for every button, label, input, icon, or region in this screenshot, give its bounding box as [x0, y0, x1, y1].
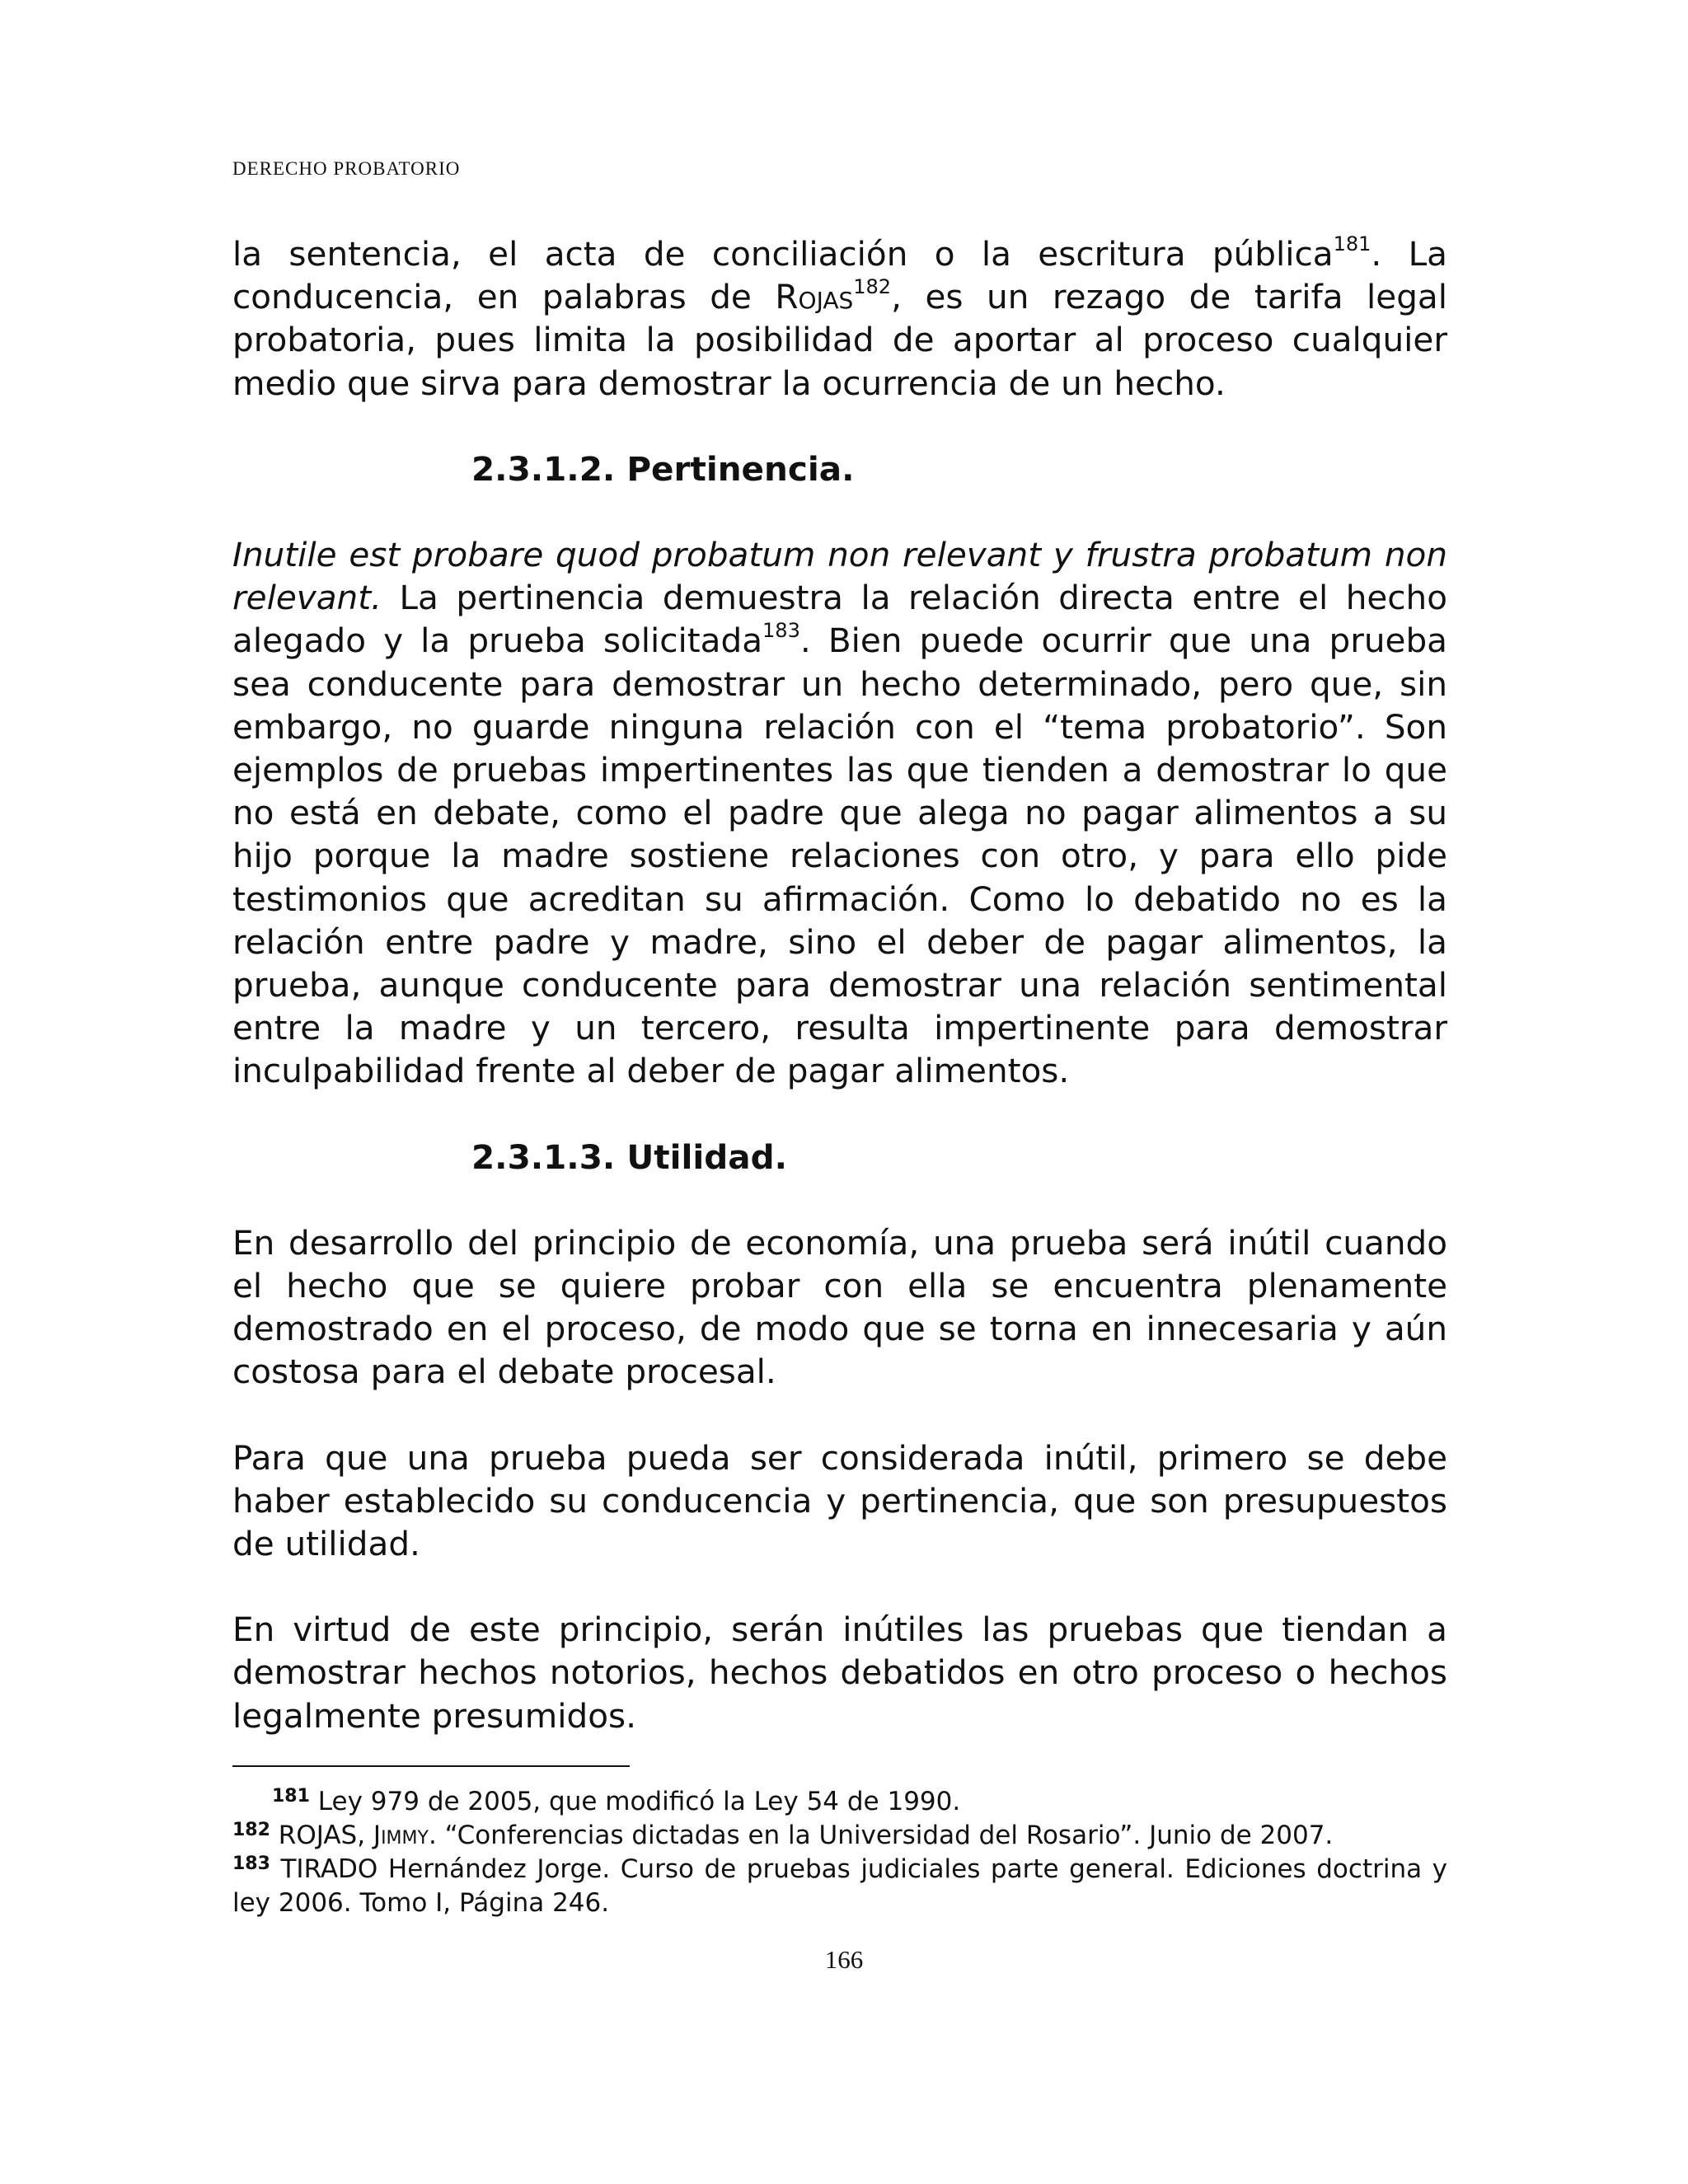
footnote-181: [232, 1785, 1447, 1819]
paragraph-text: La pertinencia demuestra la relación directa entre el hecho alegado y la prueba solicitada: [232, 578, 1447, 661]
footnote-text: TIRADO Hernández Jorge. Curso de pruebas judiciales parte general. Ediciones doctrina y ley 2006. Tomo I, Página 246.: [232, 1854, 1447, 1918]
latin-maxim: Inutile est probare quod probatum non relevant y frustra probatum non relevant.: [232, 535, 1447, 618]
author-name: Rojas: [775, 277, 854, 317]
footnote-divider: [232, 1765, 630, 1767]
footnote-ref-183: 183: [762, 619, 800, 643]
paragraph-conducencia: [232, 232, 1447, 405]
footnote-number: 182: [232, 1820, 270, 1840]
footnote-text: ROJAS,: [270, 1821, 373, 1850]
section-heading-utilidad: 2.3.1.3. Utilidad.: [471, 1137, 787, 1177]
page-number: 166: [824, 1945, 864, 1974]
section-heading-pertinencia: 2.3.1.2. Pertinencia.: [471, 448, 855, 489]
paragraph-pertinencia: [232, 533, 1447, 1093]
footnote-text: . “Conferencias dictadas en la Universidad del Rosario”. Junio de 2007.: [428, 1821, 1334, 1850]
paragraph-utilidad-1: En desarrollo del principio de economía, una prueba será inútil cuando el hecho que se quiere probar con ella se encuentra plenamente demostrado en el proceso, de modo que se torna en innecesaria y aún costosa para el debate procesal.: [232, 1222, 1447, 1392]
paragraph-text: . La conducencia, en palabras de: [232, 234, 1447, 317]
footnote-ref-182: 182: [853, 275, 892, 299]
footnote-author: Jimmy: [373, 1821, 429, 1850]
running-header: DERECHO PROBATORIO: [232, 158, 461, 179]
footnotes: [232, 1785, 1447, 1920]
paragraph-text: . Bien puede ocurrir que una prueba sea conducente para demostrar un hecho determinado, pero que, sin embargo, no guarde ninguna relación con el “tema probatorio”. Son ejemplos de pruebas impertinentes las que tienden a demostrar lo que no está en debate, como el padre que alega no pagar alimentos a su hijo porque la madre sostiene relaciones con otro, y para ello pide testimonios que acreditan su afirmación. Como lo debatido no es la relación entre padre y madre, sino el deber de pagar alimentos, la prueba, aunque conducente para demostrar una relación sentimental entre la madre y un tercero, resulta impertinente para demostrar inculpabilidad frente al deber de pagar alimentos.: [232, 621, 1447, 1091]
page-body: [232, 232, 1447, 1737]
footnote-182: [232, 1819, 1447, 1853]
footnote-ref-181: 181: [1333, 232, 1372, 255]
footnote-183: [232, 1853, 1447, 1920]
footnote-text: Ley 979 de 2005, que modificó la Ley 54 de 1990.: [309, 1787, 961, 1816]
footnote-number: 181: [272, 1786, 310, 1807]
footnote-number: 183: [232, 1854, 270, 1874]
paragraph-utilidad-3: En virtud de este principio, serán inútiles las pruebas que tiendan a demostrar hechos notorios, hechos debatidos en otro proceso o hechos legalmente presumidos.: [232, 1610, 1447, 1736]
paragraph-utilidad-2: Para que una prueba pueda ser considerada inútil, primero se debe haber establecido su conducencia y pertinencia, que son presupuestos de utilidad.: [232, 1437, 1447, 1564]
paragraph-text: , es un rezago de tarifa legal probatoria, pues limita la posibilidad de aportar al proceso cualquier medio que sirva para demostrar la ocurrencia de un hecho.: [232, 277, 1448, 403]
paragraph-text: la sentencia, el acta de conciliación o la escritura pública: [232, 234, 1334, 274]
